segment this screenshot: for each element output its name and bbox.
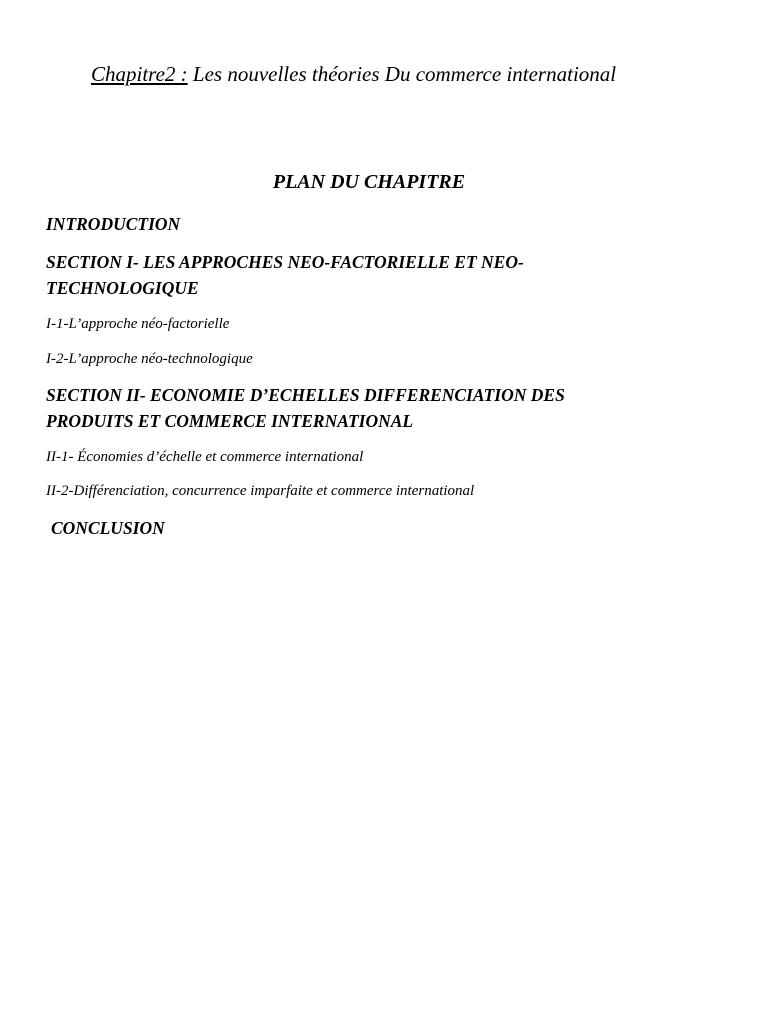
- section2-title-line1: SECTION II- ECONOMIE D’ECHELLES DIFFERENCIATION DES: [46, 385, 565, 405]
- chapter-label: Chapitre2 :: [91, 62, 188, 86]
- chapter-heading: [91, 59, 651, 89]
- section2-title-line2: PRODUITS ET COMMERCE INTERNATIONAL: [46, 411, 414, 431]
- introduction-heading: INTRODUCTION: [46, 214, 181, 234]
- plan-title: PLAN DU CHAPITRE: [272, 171, 466, 193]
- chapter-title: Les nouvelles théories Du commerce international: [192, 62, 617, 86]
- section1-item-1: I-1-L’approche néo-factorielle: [46, 316, 230, 332]
- section1-item-2: I-2-L’approche néo-technologique: [46, 351, 253, 367]
- conclusion-heading: CONCLUSION: [51, 518, 165, 538]
- section1-title-line1: SECTION I- LES APPROCHES NEO-FACTORIELLE ET NEO-: [46, 252, 524, 272]
- section2-item-2: II-2-Différenciation, concurrence imparfaite et commerce international: [46, 483, 475, 499]
- section2-item-1: II-1- Économies d’échelle et commerce international: [46, 449, 364, 465]
- section1-title-line2: TECHNOLOGIQUE: [46, 278, 199, 298]
